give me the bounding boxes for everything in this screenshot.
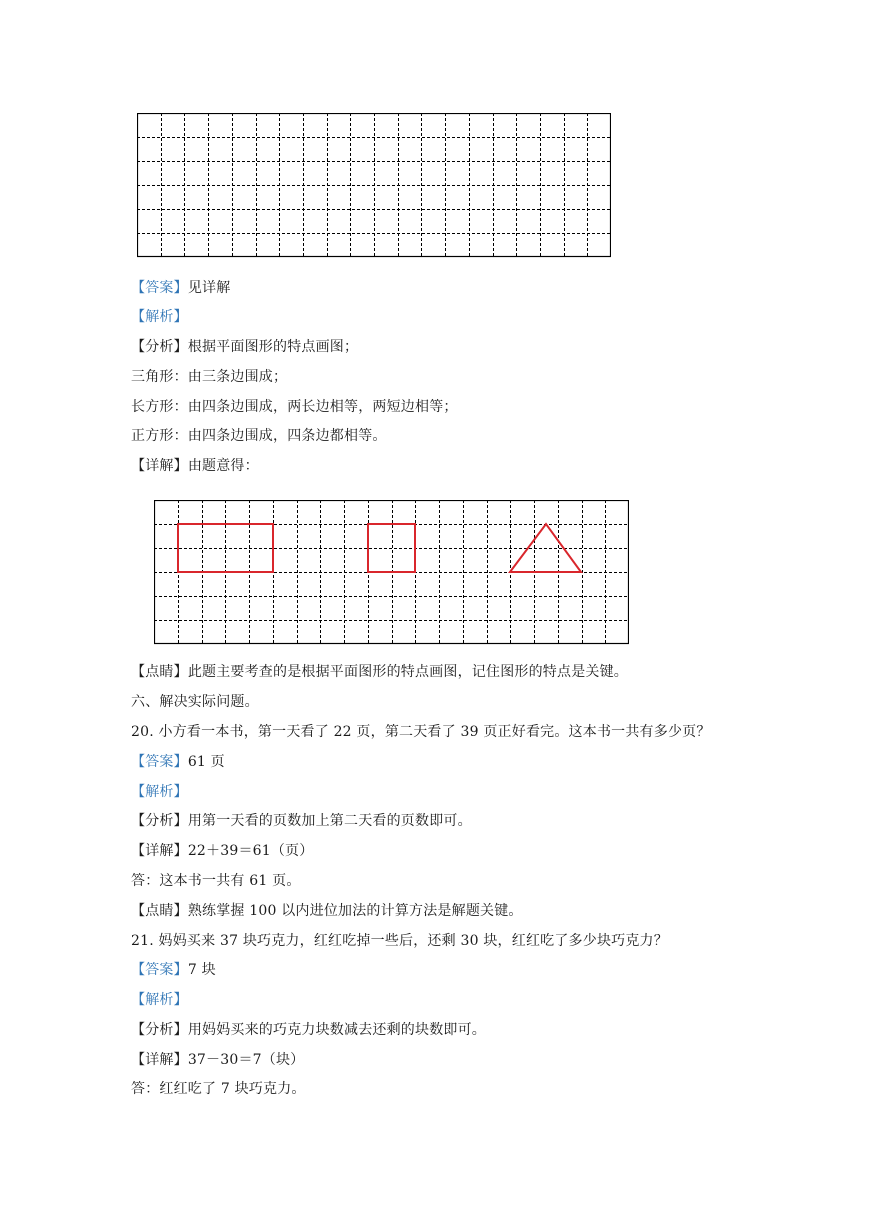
answer-tag: 【答案】 [131, 754, 188, 770]
section-title: 六、解决实际问题。 [131, 694, 259, 710]
q19-rectangle-line: 长方形：由四条边围成，两长边相等，两短边相等； [131, 399, 458, 415]
analysis-tag: 【解析】 [131, 309, 188, 325]
answer-tag: 【答案】 [131, 962, 188, 978]
q20-answer-line [131, 753, 225, 771]
q19-answer-line [131, 279, 230, 297]
answer-grid-with-shapes [154, 500, 629, 645]
fenxi-tag: 【分析】 [131, 1022, 188, 1038]
q20-xiangjie-line [131, 842, 313, 860]
q20-dianjing-line [131, 902, 523, 920]
q21-analysis-line [131, 991, 188, 1009]
q21-answer-line [131, 961, 216, 979]
xiangjie-tag: 【详解】 [131, 843, 188, 859]
q19-triangle-line: 三角形：由三条边围成； [131, 369, 288, 385]
xiangjie-tag: 【详解】 [131, 1052, 188, 1068]
q21-xiangjie-text: 37－30＝7（块） [187, 1052, 305, 1068]
q20-xiangjie-text: 22＋39＝61（页） [187, 843, 314, 859]
q20-question: 20. 小方看一本书，第一天看了 22 页，第二天看了 39 页正好看完。这本书一共有多少页？ [131, 724, 711, 740]
q21-answer-text: 7 块 [187, 962, 216, 978]
q21-question: 21. 妈妈买来 37 块巧克力，红红吃掉一些后，还剩 30 块，红红吃了多少块巧克力？ [131, 933, 668, 949]
q19-fenxi-line [131, 338, 358, 356]
q19-xiangjie-line [131, 457, 259, 475]
q20-dianjing-text: 熟练掌握 100 以内进位加法的计算方法是解题关键。 [187, 903, 523, 919]
q21-fenxi-text: 用妈妈买来的巧克力块数减去还剩的块数即可。 [187, 1022, 487, 1038]
q19-fenxi-text: 根据平面图形的特点画图； [187, 339, 359, 355]
dianjing-tag: 【点睛】 [131, 903, 188, 919]
analysis-tag: 【解析】 [131, 992, 188, 1008]
q19-xiangjie-text: 由题意得： [187, 458, 259, 474]
q19-analysis-line [131, 308, 188, 326]
q19-square-line: 正方形：由四条边围成，四条边都相等。 [131, 428, 387, 444]
analysis-tag: 【解析】 [131, 784, 188, 800]
q21-reply: 答：红红吃了 7 块巧克力。 [131, 1081, 306, 1097]
answer-tag: 【答案】 [131, 280, 188, 296]
q20-fenxi-text: 用第一天看的页数加上第二天看的页数即可。 [187, 813, 472, 829]
q19-dianjing-text: 此题主要考查的是根据平面图形的特点画图，记住图形的特点是关键。 [187, 664, 629, 680]
xiangjie-tag: 【详解】 [131, 458, 188, 474]
q21-fenxi-line [131, 1021, 486, 1039]
fenxi-tag: 【分析】 [131, 813, 188, 829]
q21-xiangjie-line [131, 1051, 304, 1069]
q19-answer-text: 见详解 [187, 280, 231, 296]
dianjing-tag: 【点睛】 [131, 664, 188, 680]
empty-dotted-grid [137, 113, 611, 258]
fenxi-tag: 【分析】 [131, 339, 188, 355]
q20-analysis-line [131, 783, 188, 801]
q20-reply: 答：这本书一共有 61 页。 [131, 873, 301, 889]
q19-dianjing-line [131, 663, 628, 681]
q20-answer-text: 61 页 [187, 754, 225, 770]
q20-fenxi-line [131, 812, 472, 830]
